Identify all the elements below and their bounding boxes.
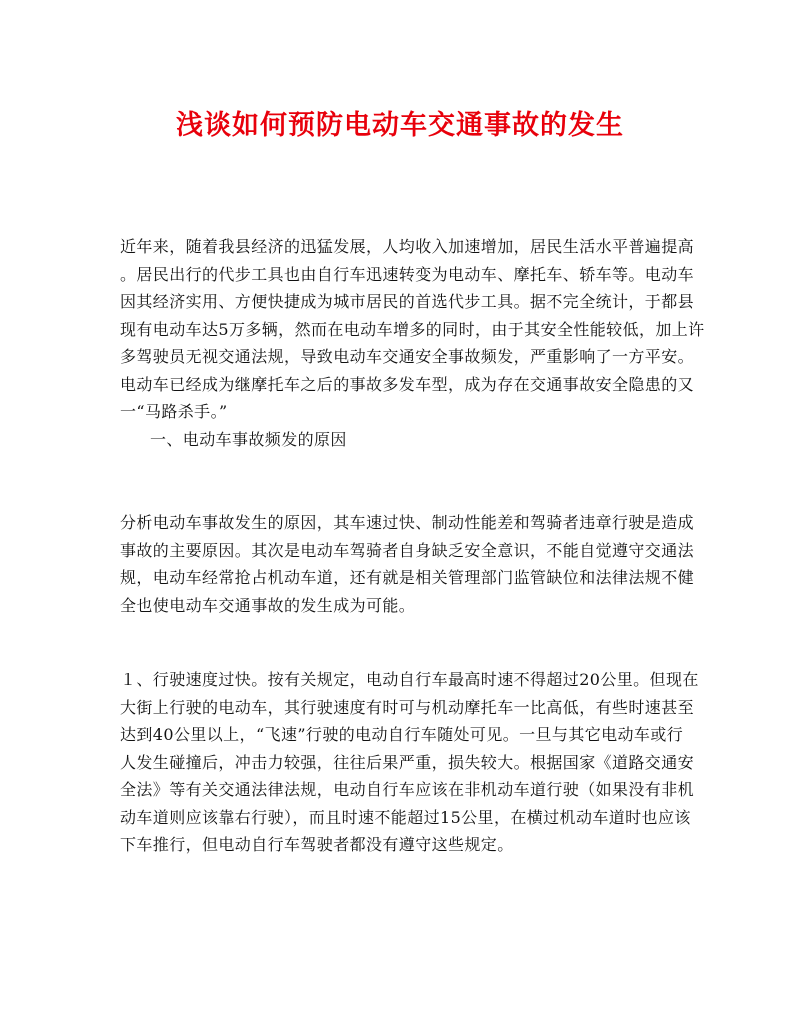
- paragraph-line: 现有电动车达5万多辆，然而在电动车增多的同时，由于其安全性能较低，加上许: [120, 319, 705, 339]
- paragraph-line: 电动车已经成为继摩托车之后的事故多发车型，成为存在交通事故安全隐患的又: [120, 374, 695, 394]
- paragraph-line: 多驾驶员无视交通法规，导致电动车交通安全事故频发，严重影响了一方平安。: [120, 347, 695, 366]
- paragraph-line: 大街上行驶的电动车，其行驶速度有时可与机动摩托车一比高低，有些时速甚至: [120, 697, 695, 717]
- causes-paragraph: [120, 509, 695, 619]
- paragraph-line: 事故的主要原因。其次是电动车驾骑者自身缺乏安全意识，不能自觉遵守交通法: [120, 540, 695, 560]
- intro-paragraph: [120, 233, 705, 453]
- paragraph-line: 因其经济实用、方便快捷成为城市居民的首选代步工具。据不完全统计，于都县: [120, 292, 695, 311]
- paragraph-line: 动车道则应该靠右行驶），而且时速不能超过15公里，在横过机动车道时也应该: [120, 807, 691, 827]
- paragraph-line: 近年来，随着我县经济的迅猛发展，人均收入加速增加，居民生活水平普遍提高: [120, 237, 695, 256]
- paragraph-line: １、行驶速度过快。按有关规定，电动自行车最高时速不得超过20公里。但现在: [120, 670, 699, 689]
- paragraph-line: 达到40公里以上，“飞速”行驶的电动自行车随处可见。一旦与其它电动车或行: [120, 725, 684, 744]
- document-title: 浅谈如何预防电动车交通事故的发生: [176, 110, 624, 141]
- paragraph-line: 人发生碰撞后，冲击力较强，往往后果严重，损失较大。根据国家《道路交通安: [120, 752, 695, 772]
- paragraph-line: 。居民出行的代步工具也由自行车迅速转变为电动车、摩托车、轿车等。电动车: [120, 264, 695, 284]
- paragraph-line: 规，电动车经常抢占机动车道，还有就是相关管理部门监管缺位和法律法规不健: [120, 568, 695, 587]
- paragraph-line: 全法》等有关交通法律法规，电动自行车应该在非机动车道行驶（如果没有非机: [120, 780, 695, 799]
- paragraph-line: 分析电动车事故发生的原因，其车速过快、制动性能差和驾骑者违章行驶是造成: [120, 513, 695, 532]
- speed-paragraph: [120, 666, 699, 859]
- paragraph-line: 全也使电动车交通事故的发生成为可能。: [120, 595, 416, 615]
- paragraph-line: 下车推行，但电动自行车驾驶者都没有遵守这些规定。: [120, 835, 514, 854]
- section-heading: 一、电动车事故频发的原因: [150, 429, 347, 449]
- paragraph-line: 一“马路杀手。”: [120, 402, 228, 421]
